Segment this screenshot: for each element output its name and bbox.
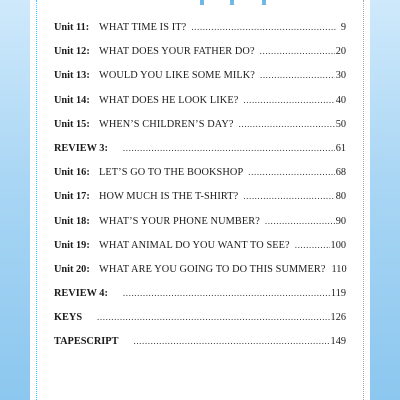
toc-entry-page-number: 90: [335, 215, 346, 227]
toc-entry[interactable]: [54, 216, 346, 240]
toc-entry[interactable]: [54, 143, 346, 167]
dot-leader: [123, 288, 330, 298]
toc-entry[interactable]: [54, 191, 346, 215]
book-page: [30, 0, 370, 400]
toc-entry-title: WOULD YOU LIKE SOME MILK?: [99, 70, 255, 82]
toc-entry[interactable]: [54, 46, 346, 70]
toc-entry-label: REVIEW 3:: [54, 142, 108, 154]
dot-leader: [123, 143, 335, 153]
toc-entry-label: REVIEW 4:: [54, 288, 108, 300]
toc-entry-label: Unit 19:: [54, 239, 90, 251]
toc-entry-label: KEYS: [54, 312, 83, 324]
table-of-contents: [54, 22, 346, 361]
toc-entry-title: WHAT’S YOUR PHONE NUMBER?: [99, 215, 260, 227]
toc-entry-title: WHAT TIME IS IT?: [99, 22, 187, 33]
dot-leader: [248, 167, 334, 177]
dot-leader: [260, 46, 335, 56]
toc-entry-page-number: 50: [335, 118, 346, 130]
toc-entry-page-number: 126: [330, 312, 346, 324]
dot-leader: [295, 240, 330, 250]
toc-entry-title: WHAT ARE YOU GOING TO DO THIS SUMMER?: [99, 263, 326, 275]
toc-entry-label: Unit 14:: [54, 94, 90, 106]
toc-entry-label: Unit 16:: [54, 167, 90, 179]
toc-entry-page-number: 149: [330, 336, 346, 348]
toc-entry-label: Unit 12:: [54, 46, 90, 58]
toc-entry-title: WHAT ANIMAL DO YOU WANT TO SEE?: [99, 239, 290, 251]
toc-entry-page-number: 40: [335, 94, 346, 106]
toc-entry-page-number: 119: [330, 288, 346, 300]
toc-entry[interactable]: [54, 264, 346, 288]
toc-entry-label: Unit 13:: [54, 70, 90, 82]
toc-entry-label: Unit 17:: [54, 191, 90, 203]
toc-entry-page-number: 68: [335, 167, 346, 179]
dot-leader: [265, 216, 335, 226]
dot-leader: [243, 191, 334, 201]
toc-entry-page-number: 61: [335, 142, 346, 154]
toc-entry[interactable]: [54, 167, 346, 191]
toc-entry-title: HOW MUCH IS THE T-SHIRT?: [99, 191, 239, 203]
toc-entry-label: Unit 11:: [54, 22, 90, 33]
toc-entry-page-number: 30: [335, 70, 346, 82]
toc-entry[interactable]: [54, 240, 346, 264]
toc-entry-label: Unit 18:: [54, 215, 90, 227]
dot-leader: [97, 312, 330, 322]
toc-entry-page-number: 100: [330, 239, 346, 251]
toc-entry-page-number: 110: [331, 263, 347, 275]
toc-entry[interactable]: [54, 70, 346, 94]
toc-entry[interactable]: [54, 288, 346, 312]
toc-entry-title: WHAT DOES HE LOOK LIKE?: [99, 94, 239, 106]
toc-entry[interactable]: [54, 336, 346, 360]
toc-entry[interactable]: [54, 22, 346, 46]
toc-entry-page-number: 9: [340, 22, 346, 33]
toc-entry-label: Unit 20:: [54, 263, 90, 275]
dot-leader: [239, 119, 335, 129]
dot-leader: [243, 95, 334, 105]
toc-entry-label: TAPESCRIPT: [54, 336, 119, 348]
dot-leader: [191, 22, 337, 32]
toc-entry-label: Unit 15:: [54, 118, 90, 130]
toc-entry-title: WHEN’S CHILDREN’S DAY?: [99, 118, 234, 130]
toc-entry-page-number: 20: [335, 46, 346, 58]
top-decoration: [200, 0, 270, 6]
toc-entry[interactable]: [54, 312, 346, 336]
toc-entry-title: WHAT DOES YOUR FATHER DO?: [99, 46, 255, 58]
toc-entry[interactable]: [54, 95, 346, 119]
toc-entry-page-number: 80: [335, 191, 346, 203]
dot-leader: [133, 336, 329, 346]
toc-entry-title: LET’S GO TO THE BOOKSHOP: [99, 167, 244, 179]
toc-entry[interactable]: [54, 119, 346, 143]
dot-leader: [260, 70, 335, 80]
